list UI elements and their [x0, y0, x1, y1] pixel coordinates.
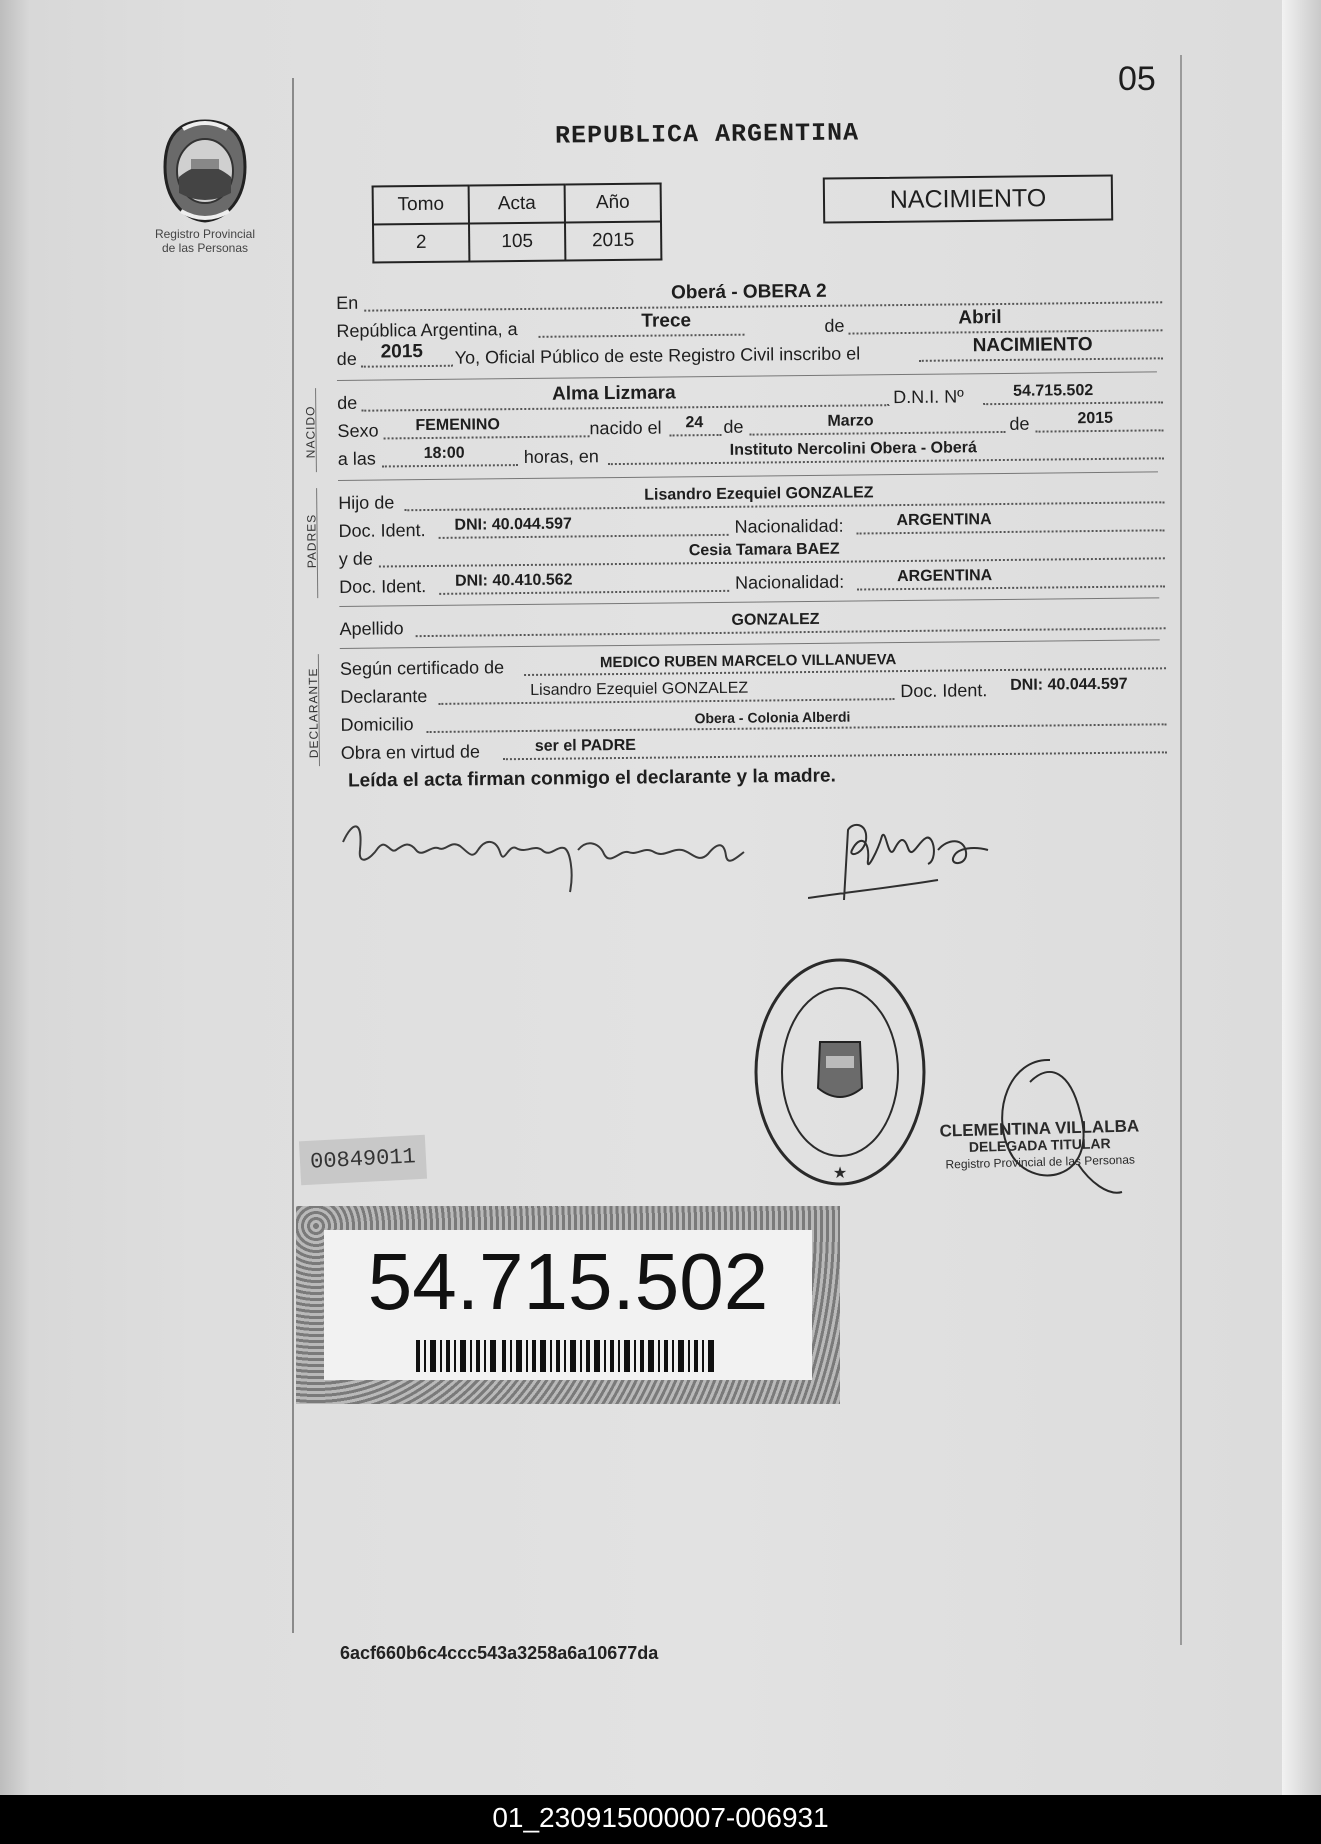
- label-republica: República Argentina, a: [336, 319, 518, 341]
- officer-signature: [990, 1052, 1130, 1202]
- label-de2: de: [336, 348, 357, 369]
- field-surname: GONZALEZ: [731, 610, 820, 629]
- officer-role: DELEGADA TITULAR: [968, 1135, 1111, 1155]
- officer-office: Registro Provincial de las Personas: [945, 1152, 1136, 1172]
- field-mother-nationality: ARGENTINA: [896, 567, 993, 586]
- section-label-nacido: NACIDO: [303, 405, 318, 459]
- seal-caption-line2: de las Personas: [161, 241, 249, 255]
- left-margin-line: [292, 78, 294, 1633]
- svg-text:★: ★: [832, 1163, 848, 1182]
- record-type-box: NACIMIENTO: [823, 174, 1113, 223]
- page-edge: [1282, 0, 1321, 1795]
- field-declarant-doc: DNI: 40.044.597: [1010, 675, 1128, 694]
- label-domicilio: Domicilio: [340, 714, 414, 735]
- barcode-icon: [416, 1340, 720, 1372]
- official-stamp: [750, 952, 930, 1192]
- header-tomo: Tomo: [373, 186, 469, 225]
- label-statement: Yo, Oficial Público de este Registro Civil inscribo el: [454, 343, 861, 368]
- field-mother-name: Cesia Tamara BAEZ: [688, 540, 840, 560]
- field-address: Obera - Colonia Alberdi: [694, 708, 851, 727]
- declarant-signature: [338, 810, 778, 900]
- seal-caption-line1: Registro Provincial: [154, 227, 256, 241]
- closing-statement: Leída el acta firman conmigo el declarante y la madre.: [347, 765, 836, 792]
- field-capacity: ser el PADRE: [534, 736, 636, 755]
- dni-number-large: 54.715.502: [367, 1237, 769, 1326]
- field-registration-type: NACIMIENTO: [972, 334, 1093, 357]
- field-child-name: Alma Lizmara: [552, 382, 676, 405]
- label-hijo-de: Hijo de: [338, 492, 395, 513]
- field-birth-month: Marzo: [827, 412, 874, 430]
- header-acta: Acta: [469, 184, 565, 223]
- field-birth-day: 24: [685, 414, 704, 432]
- registry-table: [372, 182, 663, 263]
- label-y-de: y de: [338, 548, 373, 569]
- field-month: Abril: [958, 306, 1002, 329]
- value-tomo: 2: [373, 224, 469, 263]
- field-birth-time: 18:00: [423, 444, 465, 463]
- misiones-coat-of-arms-icon: [157, 115, 253, 227]
- label-nacido-el: nacido el: [589, 417, 662, 439]
- right-margin-line: [1180, 55, 1182, 1645]
- label-dni: D.N.I. Nº: [893, 386, 964, 408]
- section-label-padres: PADRES: [304, 513, 319, 569]
- provincial-seal: [140, 115, 270, 255]
- label-doc-ident: Doc. Ident.: [338, 520, 426, 541]
- value-acta: 105: [469, 222, 565, 261]
- label-en: En: [336, 292, 359, 313]
- header-ano: Año: [565, 183, 661, 222]
- label-doc-ident2: Doc. Ident.: [339, 576, 427, 597]
- field-year: 2015: [380, 341, 424, 363]
- footer-id: 01_230915000007-006931: [492, 1802, 829, 1833]
- field-birth-place: Instituto Nercolini Obera - Oberá: [729, 439, 977, 459]
- dni-label-sticker: [296, 1206, 840, 1404]
- document-hash: 6acf660b6c4ccc543a3258a6a10677da: [340, 1643, 659, 1663]
- field-place: Oberá - OBERA 2: [670, 280, 827, 304]
- document-title: REPUBLICA ARGENTINA: [554, 118, 860, 151]
- field-declarant: Lisandro Ezequiel GONZALEZ: [530, 679, 749, 699]
- field-father-name: Lisandro Ezequiel GONZALEZ: [644, 484, 874, 504]
- label-nacionalidad: Nacionalidad:: [734, 515, 844, 537]
- value-ano: 2015: [565, 221, 661, 260]
- label-obra: Obra en virtud de: [340, 741, 481, 763]
- field-mother-doc: DNI: 40.410.562: [454, 571, 573, 590]
- control-number: 00849011: [299, 1135, 427, 1186]
- field-birth-year: 2015: [1077, 409, 1114, 428]
- field-father-doc: DNI: 40.044.597: [454, 515, 572, 534]
- label-nacionalidad2: Nacionalidad:: [735, 571, 845, 593]
- label-de4: de: [1009, 413, 1030, 434]
- label-de3: de: [723, 416, 744, 437]
- field-certificate: MEDICO RUBEN MARCELO VILLANUEVA: [599, 651, 897, 672]
- field-father-nationality: ARGENTINA: [896, 511, 992, 530]
- label-de: de: [824, 315, 845, 336]
- label-certificado: Según certificado de: [339, 657, 505, 679]
- field-day: Trece: [641, 310, 692, 332]
- section-label-declarante: DECLARANTE: [305, 667, 321, 759]
- label-a-las: a las: [337, 448, 376, 469]
- label-horas-en: horas, en: [523, 446, 599, 468]
- label-sexo: Sexo: [337, 420, 379, 441]
- officer-name: CLEMENTINA VILLALBA: [939, 1116, 1140, 1141]
- label-apellido: Apellido: [339, 618, 404, 639]
- label-child-de: de: [337, 392, 358, 413]
- label-declarante: Declarante: [340, 686, 428, 707]
- field-sex: FEMENINO: [415, 416, 500, 435]
- field-child-dni: 54.715.502: [1013, 382, 1094, 400]
- mother-signature: [808, 820, 998, 910]
- page-number: 05: [1118, 60, 1156, 98]
- label-doc-ident3: Doc. Ident.: [900, 680, 988, 702]
